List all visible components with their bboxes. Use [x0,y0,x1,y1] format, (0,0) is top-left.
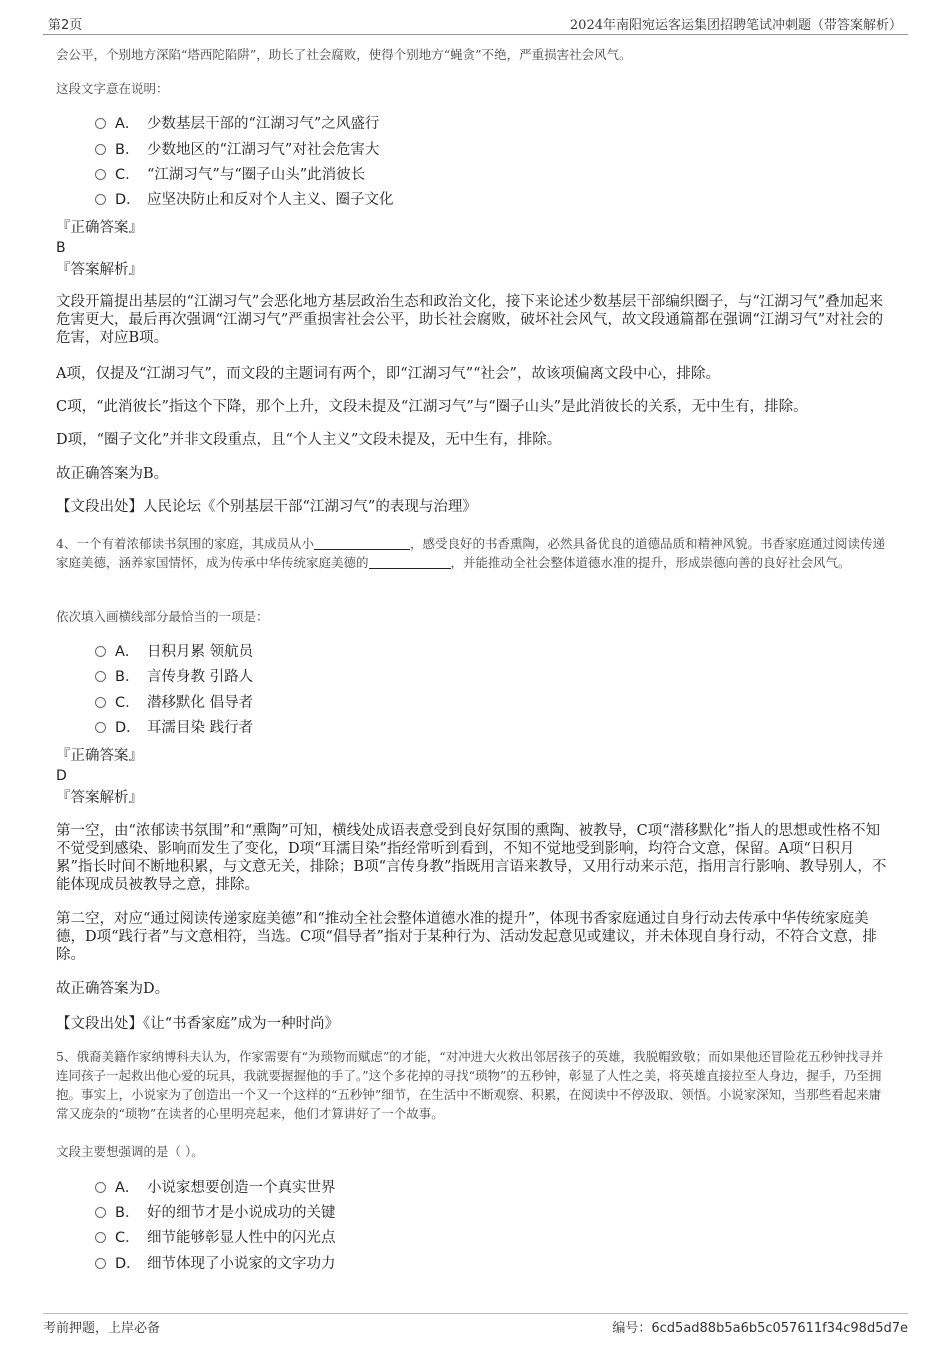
radio-icon[interactable] [95,1207,106,1218]
q3-analysis-para-3: C项，“此消彼长”指这个下降，那个上升，文段未提及“江湖习气”与“圈子山头”是此消彼长的关系，无中生有，排除。 [56,399,808,415]
q4-option-d[interactable]: D． 耳濡目染 践行者 [95,718,253,738]
q4-answer: D [56,768,67,784]
radio-icon[interactable] [95,722,106,733]
q3-answer-heading: 『正确答案』 [56,220,143,236]
q5-option-b[interactable]: B． 好的细节才是小说成功的关键 [95,1203,336,1223]
q5-option-c[interactable]: C． 细节能够彰显人性中的闪光点 [95,1228,336,1248]
page-number: 第2页 [48,18,83,33]
radio-icon[interactable] [95,1232,106,1243]
q4-blank-2 [369,554,451,569]
q3-analysis-heading: 『答案解析』 [56,262,143,278]
q3-source: 【文段出处】人民论坛《个别基层干部“江湖习气”的表现与治理》 [56,499,477,515]
q4-answer-heading: 『正确答案』 [56,748,143,764]
q4-prompt: 依次填入画横线部分最恰当的一项是： [56,609,269,624]
q4-analysis-conclusion: 故正确答案为D。 [56,981,170,997]
q5-option-a[interactable]: A． 小说家想要创造一个真实世界 [95,1178,336,1198]
q4-option-b[interactable]: B． 言传身教 引路人 [95,667,253,687]
radio-icon[interactable] [95,1182,106,1193]
radio-icon[interactable] [95,118,106,129]
q3-analysis-para-1: 文段开篇提出基层的“江湖习气”会恶化地方基层政治生态和政治文化，接下来论述少数基层干部编织圈子，与“江湖习气”叠加起来危害更大，最后再次强调“江湖习气”严重损害社会公平，助长社会腐败，破坏社会风气，故文段通篇都在强调“江湖习气”对社会的危害，对应B项。 [56,294,884,346]
q4-analysis-para-1: 第一空，由“浓郁读书氛围”和“熏陶”可知，横线处成语表意受到良好氛围的熏陶、被教导，C项“潜移默化”指人的思想或性格不知不觉受到感染、影响而发生了变化，D项“耳濡目染”指经常听到看到，不知不觉地受到影响，均符合文意，保留。A项“日积月累”指长时间不断地积累，与文意无关，排除；B项“言传身教”指既用言语来教导，又用行动来示范，指用言行影响、教导别人，不能体现成员被教导之意，排除。 [56,823,887,893]
radio-icon[interactable] [95,144,106,155]
q5-prompt: 文段主要想强调的是（ ）。 [56,1144,204,1159]
q3-analysis-para-2: A项，仅提及“江湖习气”，而文段的主题词有两个，即“江湖习气”“社会”，故该项偏离文段中心，排除。 [56,366,720,382]
radio-icon[interactable] [95,1258,106,1269]
page-header [43,12,908,35]
footer-slogan: 考前押题，上岸必备 [43,1321,161,1336]
q4-option-c[interactable]: C． 潜移默化 倡导者 [95,693,253,713]
radio-icon[interactable] [95,169,106,180]
document-title: 2024年南阳宛运客运集团招聘笔试冲刺题（带答案解析） [569,18,902,33]
q4-analysis-heading: 『答案解析』 [56,790,143,806]
q4-source: 【文段出处】《让“书香家庭”成为一种时尚》 [56,1016,340,1032]
q4-analysis-para-2: 第二空，对应“通过阅读传递家庭美德”和“推动全社会整体道德水准的提升”，体现书香家庭通过自身行动去传承中华传统家庭美德，D项“践行者”与文意相符，当选。C项“倡导者”指对于某种行为、活动发起意见或建议，并未体现自身行动，不符合文意，排除。 [56,911,877,963]
q3-passage-tail: 会公平，个别地方深陷“塔西陀陷阱”，助长了社会腐败，使得个别地方“蝇贪”不绝，严重损害社会风气。 [56,47,632,62]
q3-prompt: 这段文字意在说明： [56,81,169,96]
q4-passage: 4、一个有着浓郁读书氛围的家庭，其成员从小 ，感受良好的书香熏陶，必然具备优良的道德品质和精神风貌。书香家庭通过阅读传递家庭美德，涵养家国情怀，成为传承中华传统家庭美德的 ，并能推动全社会整体道德水准的提升，形成崇德向善的良好社会风气。 [56,536,885,570]
radio-icon[interactable] [95,697,106,708]
q5-option-d[interactable]: D． 细节体现了小说家的文字功力 [95,1254,336,1274]
radio-icon[interactable] [95,646,106,657]
q5-passage: 5、俄裔美籍作家纳博科夫认为，作家需要有“为琐物而赋虑”的才能，“对冲进大火救出邻居孩子的英雄，我脱帽致敬；而如果他还冒险花五秒钟找寻并连同孩子一起救出他心爱的玩具，我就要握握他的手了。”这个多花掉的寻找“琐物”的五秒钟，彰显了人性之美，将英雄直接拉至人身边，握手，乃至拥抱。事实上，小说家为了创造出一个又一个这样的“五秒钟”细节，在生活中不断观察、积累，在阅读中不停汲取、领悟。小说家深知，当那些看起来庸常又庞杂的“琐物”在读者的心里明亮起来，他们才算讲好了一个故事。 [56,1049,884,1121]
radio-icon[interactable] [95,671,106,682]
q4-blank-1 [314,535,410,550]
q3-analysis-para-4: D项，“圈子文化”并非文段重点，且“个人主义”文段未提及，无中生有，排除。 [56,432,562,448]
q3-option-b[interactable]: B． 少数地区的“江湖习气”对社会危害大 [95,140,379,160]
q3-answer: B [56,240,66,256]
q3-option-c[interactable]: C． “江湖习气”与“圈子山头”此消彼长 [95,165,365,185]
page-footer [43,1313,908,1336]
q3-option-a[interactable]: A． 少数基层干部的“江湖习气”之风盛行 [95,114,379,134]
radio-icon[interactable] [95,194,106,205]
q3-analysis-conclusion: 故正确答案为B。 [56,466,169,482]
document-code: 编号：6cd5ad88b5a6b5c057611f34c98d5d7e [612,1321,908,1336]
q3-option-d[interactable]: D． 应坚决防止和反对个人主义、圈子文化 [95,190,394,210]
q4-option-a[interactable]: A． 日积月累 领航员 [95,642,253,662]
